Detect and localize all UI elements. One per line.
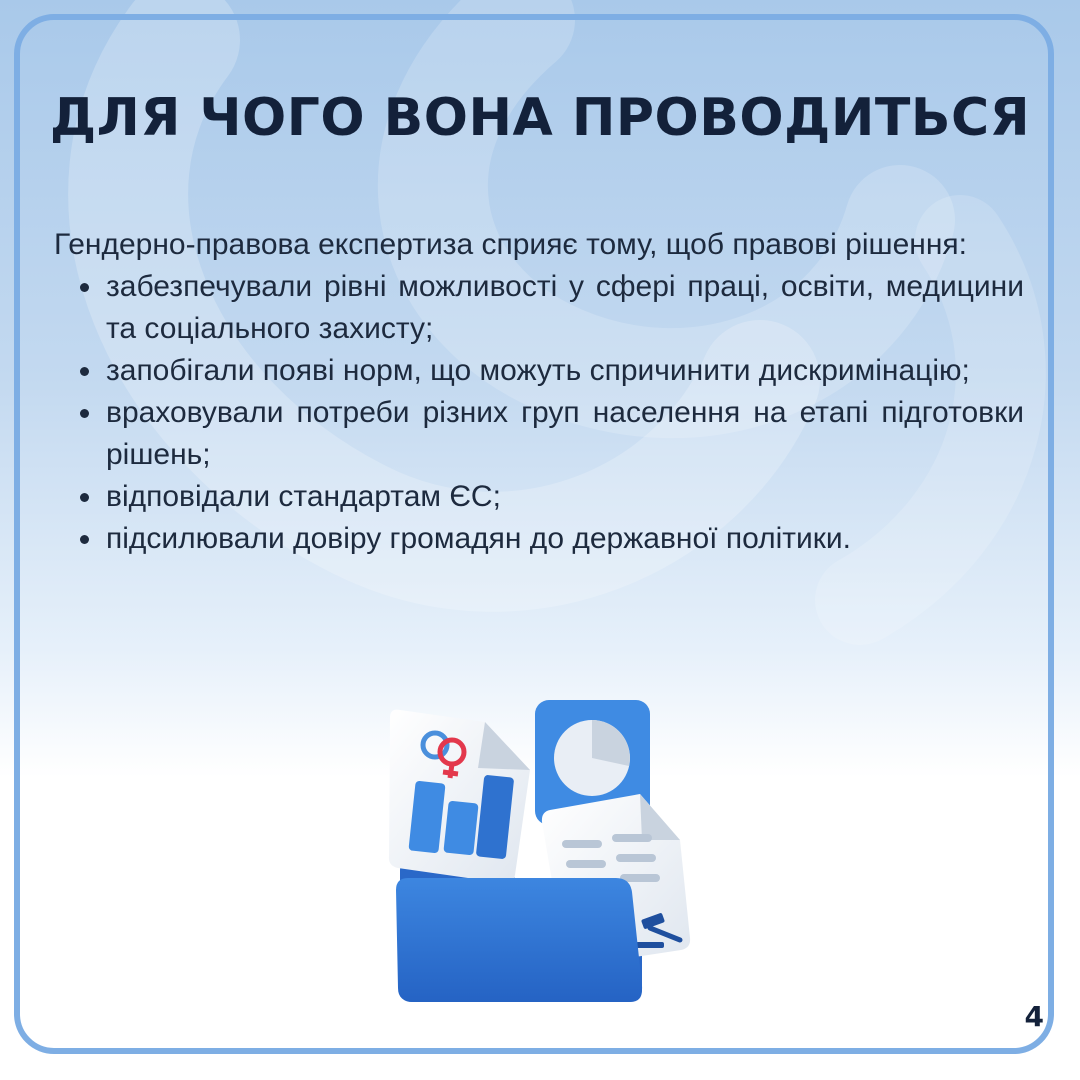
bullet-icon	[80, 283, 89, 292]
bullet-icon	[80, 409, 89, 418]
list-item	[54, 476, 1024, 518]
list-item	[54, 392, 1024, 476]
bullet-list	[54, 266, 1024, 560]
slide-title: ДЛЯ ЧОГО ВОНА ПРОВОДИТЬСЯ	[49, 88, 1031, 148]
list-item-text: враховували потреби різних груп населення на етапі підготовки рішень;	[106, 396, 1024, 471]
list-item	[54, 266, 1024, 350]
list-item-text: забезпечували рівні можливості у сфері праці, освіти, медицини та соціального захисту;	[106, 270, 1024, 345]
folder-documents-illustration	[380, 690, 710, 1020]
bar-chart-document-icon	[389, 710, 530, 884]
page-number: 4	[1024, 1000, 1044, 1033]
bullet-icon	[80, 493, 89, 502]
bullet-icon	[80, 367, 89, 376]
list-item-text: підсилювали довіру громадян до державної політики.	[106, 522, 851, 555]
bullet-icon	[80, 535, 89, 544]
intro-text: Гендерно-правова експертиза сприяє тому, щоб правові рішення:	[54, 228, 967, 261]
list-item-text: відповідали стандартам ЄС;	[106, 480, 501, 513]
list-item	[54, 518, 1024, 560]
slide-content	[54, 224, 1024, 560]
list-item	[54, 350, 1024, 392]
list-item-text: запобігали появі норм, що можуть спричинити дискримінацію;	[106, 354, 970, 387]
